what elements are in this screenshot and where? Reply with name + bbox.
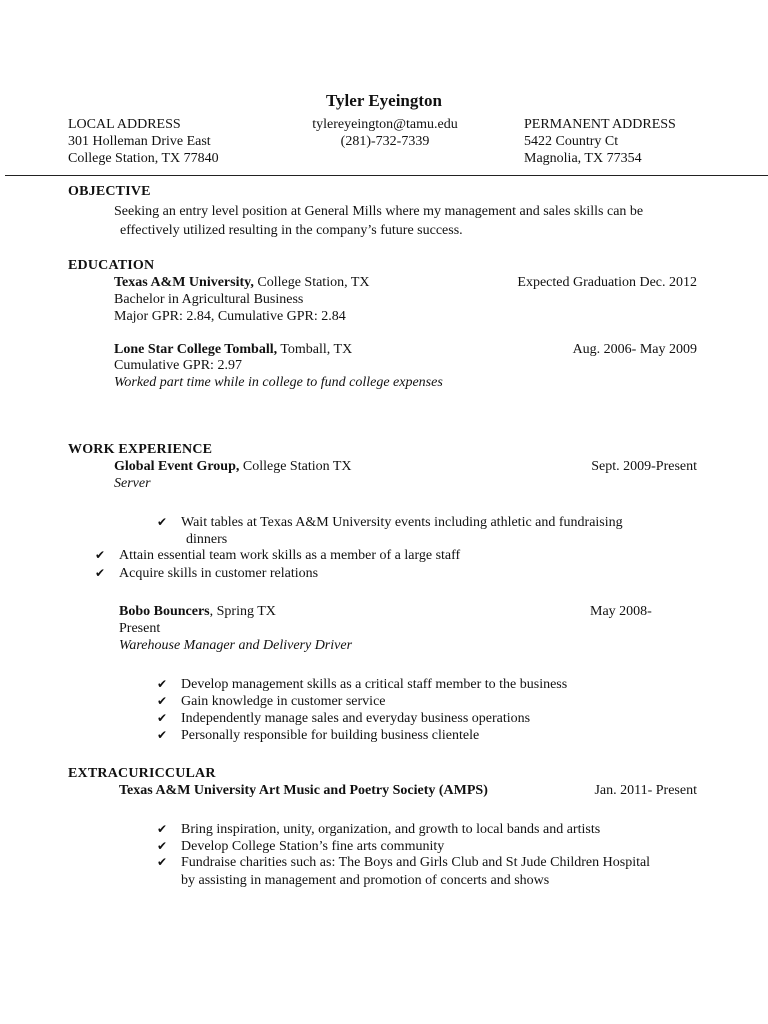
check-mark-icon: ✔ (157, 822, 168, 836)
geg-company: Global Event Group, (114, 459, 240, 474)
bobo-bullet-4: Personally responsible for building business clientele (181, 728, 480, 743)
geg-bullet-2: Attain essential team work skills as a member of a large staff (119, 548, 461, 563)
check-mark-icon: ✔ (157, 728, 168, 742)
bobo-bullet-1: Develop management skills as a critical staff member to the business (181, 677, 568, 692)
bobo-role: Warehouse Manager and Delivery Driver (119, 638, 353, 653)
lonestar-entry (114, 341, 352, 358)
lonestar-note: Worked part time while in college to fund college expenses (114, 375, 443, 390)
geg-role: Server (114, 476, 151, 491)
bobo-entry (119, 603, 276, 620)
local-address-city: College Station, TX 77840 (68, 151, 219, 166)
amps-bullet-3: Fundraise charities such as: The Boys and Girls Club and St Jude Children Hospital (181, 855, 651, 870)
tamu-entry (114, 274, 370, 291)
check-mark-icon: ✔ (95, 566, 106, 580)
header-divider (5, 175, 768, 176)
bobo-date: May 2008- (590, 604, 652, 619)
lonestar-location: Tomball, TX (277, 342, 353, 357)
bobo-bullet-2: Gain knowledge in customer service (181, 694, 386, 709)
amps-bullet-1: Bring inspiration, unity, organization, and growth to local bands and artists (181, 822, 601, 837)
extracurricular-heading: EXTRACURICCULAR (68, 766, 216, 781)
bobo-company: Bobo Bouncers (119, 604, 210, 619)
objective-line-2: effectively utilized resulting in the company’s future success. (120, 223, 463, 238)
amps-bullet-2: Develop College Station’s fine arts community (181, 839, 445, 854)
tamu-location: College Station, TX (253, 275, 370, 290)
tamu-degree: Bachelor in Agricultural Business (114, 292, 304, 307)
check-mark-icon: ✔ (157, 839, 168, 853)
work-heading: WORK EXPERIENCE (68, 442, 213, 457)
check-mark-icon: ✔ (157, 711, 168, 725)
phone: (281)-732-7339 (340, 134, 430, 149)
lonestar-school: Lone Star College Tomball, (114, 342, 278, 357)
email: tylereyeington@tamu.edu (312, 117, 458, 132)
permanent-address-label: PERMANENT ADDRESS (524, 117, 676, 132)
check-mark-icon: ✔ (157, 515, 168, 529)
amps-org: Texas A&M University Art Music and Poetry Society (AMPS) (119, 783, 488, 798)
education-heading: EDUCATION (68, 258, 155, 273)
geg-bullet-3: Acquire skills in customer relations (119, 566, 319, 581)
local-address-street: 301 Holleman Drive East (68, 134, 211, 149)
lonestar-date: Aug. 2006- May 2009 (572, 342, 697, 357)
tamu-gpr: Major GPR: 2.84, Cumulative GPR: 2.84 (114, 309, 346, 324)
geg-date: Sept. 2009-Present (591, 459, 697, 474)
bobo-bullet-3: Independently manage sales and everyday business operations (181, 711, 531, 726)
check-mark-icon: ✔ (157, 694, 168, 708)
check-mark-icon: ✔ (157, 677, 168, 691)
amps-date: Jan. 2011- Present (594, 783, 697, 798)
tamu-date: Expected Graduation Dec. 2012 (517, 275, 697, 290)
check-mark-icon: ✔ (95, 548, 106, 562)
lonestar-gpr: Cumulative GPR: 2.97 (114, 358, 242, 373)
tamu-school: Texas A&M University, (114, 275, 254, 290)
amps-bullet-3-cont: by assisting in management and promotion of concerts and shows (181, 873, 550, 888)
bobo-location: , Spring TX (209, 604, 276, 619)
resume-name: Tyler Eyeington (325, 91, 442, 110)
check-mark-icon: ✔ (157, 855, 168, 869)
objective-line-1: Seeking an entry level position at General Mills where my management and sales skills can be (114, 204, 644, 219)
geg-entry (114, 458, 352, 475)
local-address-label: LOCAL ADDRESS (68, 117, 181, 132)
geg-location: College Station TX (239, 459, 352, 474)
geg-bullet-1: Wait tables at Texas A&M University events including athletic and fundraising (181, 515, 623, 530)
geg-bullet-1-cont: dinners (186, 532, 228, 547)
permanent-address-city: Magnolia, TX 77354 (524, 151, 642, 166)
permanent-address-street: 5422 Country Ct (524, 134, 619, 149)
bobo-date-cont: Present (119, 621, 161, 636)
objective-heading: OBJECTIVE (68, 184, 151, 199)
